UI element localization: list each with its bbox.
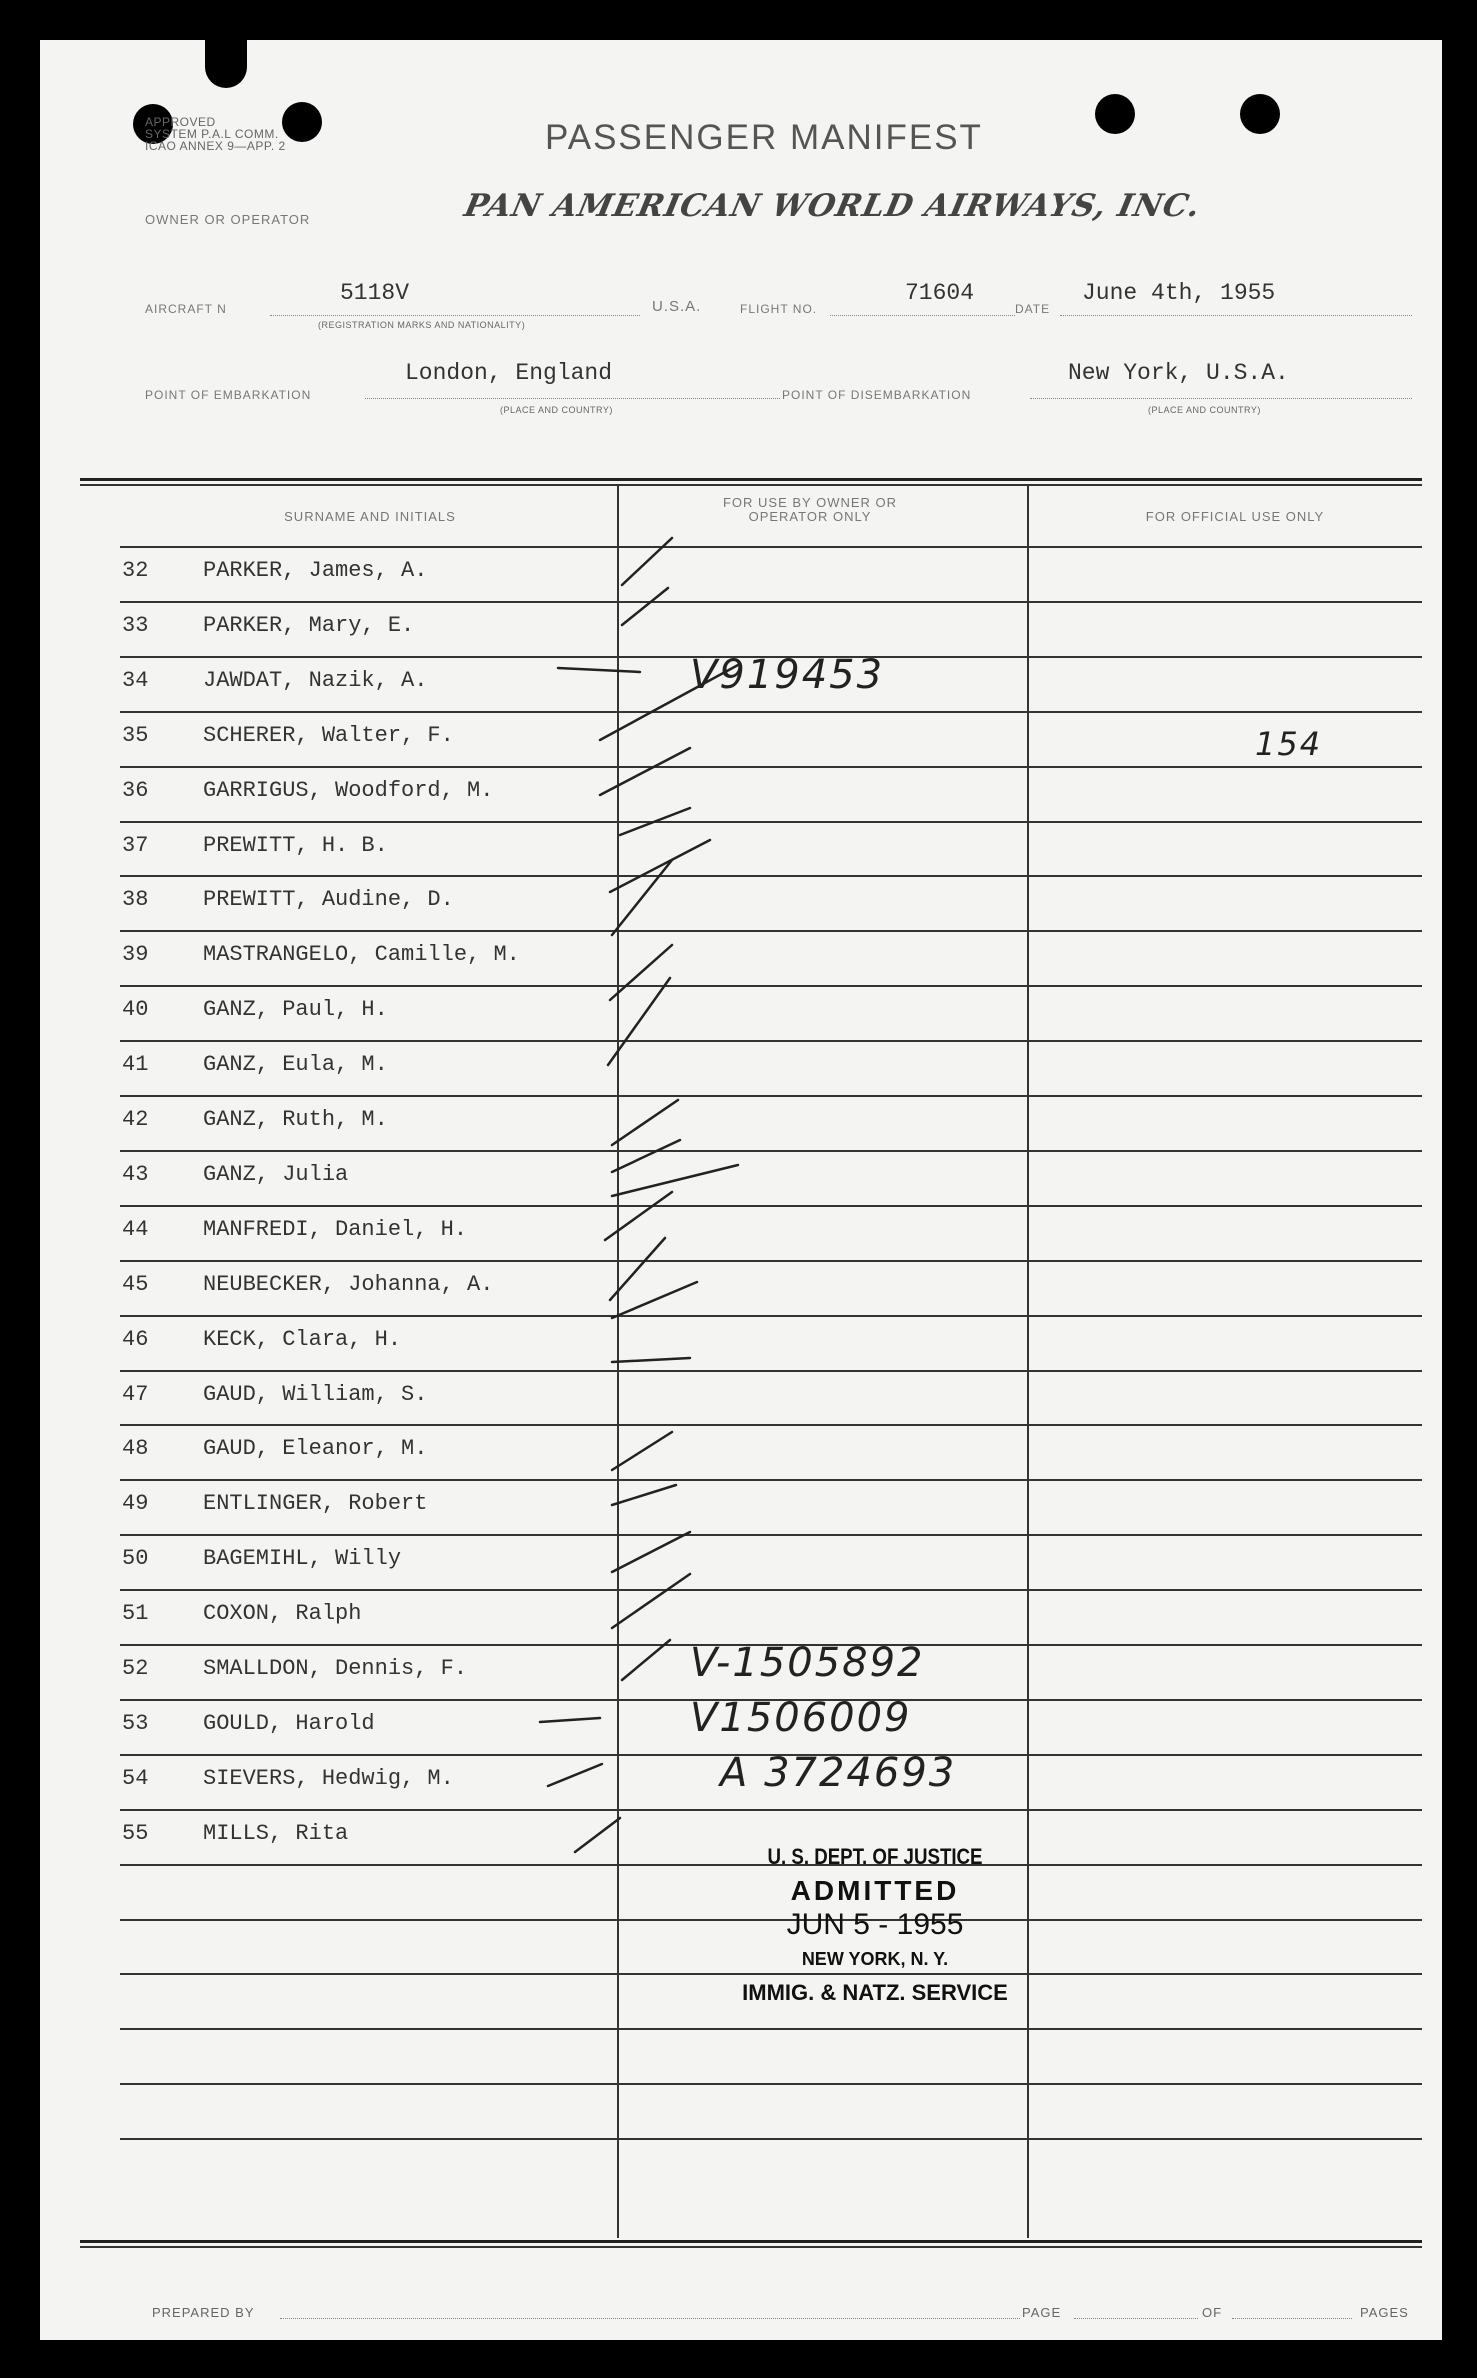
of-label: OF bbox=[1202, 2305, 1223, 2320]
tick-mark bbox=[612, 1532, 690, 1572]
passenger-name: ENTLINGER, Robert bbox=[203, 1491, 428, 1516]
official-note: 154 bbox=[1255, 725, 1323, 763]
tick-mark bbox=[610, 840, 710, 892]
passenger-number: 37 bbox=[122, 833, 149, 858]
passenger-name: PREWITT, Audine, D. bbox=[203, 887, 454, 912]
passenger-number: 51 bbox=[122, 1601, 149, 1626]
tick-mark bbox=[620, 808, 690, 835]
tick-mark bbox=[575, 1818, 620, 1852]
passenger-name: MASTRANGELO, Camille, M. bbox=[203, 942, 520, 967]
tick-mark bbox=[612, 1358, 690, 1362]
table-bottom-rule bbox=[80, 2246, 1422, 2248]
page-label: PAGE bbox=[1022, 2305, 1062, 2320]
passenger-number: 38 bbox=[122, 887, 149, 912]
passenger-number: 44 bbox=[122, 1217, 149, 1242]
passenger-name: GAUD, William, S. bbox=[203, 1382, 428, 1407]
passenger-number: 42 bbox=[122, 1107, 149, 1132]
passenger-name: GANZ, Julia bbox=[203, 1162, 349, 1187]
passenger-number: 36 bbox=[122, 778, 149, 803]
passenger-number: 33 bbox=[122, 613, 149, 638]
stamp-date: JUN 5 - 1955 bbox=[786, 1908, 964, 1941]
usa-label: U.S.A. bbox=[652, 298, 702, 315]
tick-mark bbox=[622, 538, 672, 585]
tick-mark bbox=[610, 1238, 665, 1300]
passenger-name: PARKER, James, A. bbox=[203, 558, 428, 583]
prepared-by-underline bbox=[280, 2318, 1020, 2319]
tick-mark bbox=[558, 668, 640, 672]
tick-mark bbox=[612, 860, 672, 935]
passenger-name: NEUBECKER, Johanna, A. bbox=[203, 1272, 494, 1297]
passenger-number: 32 bbox=[122, 558, 149, 583]
tick-mark bbox=[622, 588, 668, 625]
passenger-name: GARRIGUS, Woodford, M. bbox=[203, 778, 494, 803]
stamp-service: IMMIG. & NATZ. SERVICE bbox=[742, 1980, 1008, 2005]
of-underline bbox=[1232, 2318, 1352, 2319]
approval-notice: APPROVED SYSTEM P.A.L COMM. ICAO ANNEX 9—APP. 2 bbox=[145, 115, 286, 153]
page-title: PASSENGER MANIFEST bbox=[545, 118, 983, 157]
passenger-number: 40 bbox=[122, 997, 149, 1022]
page-underline bbox=[1074, 2318, 1198, 2319]
tick-mark bbox=[600, 748, 690, 795]
aircraft-sublabel: (REGISTRATION MARKS AND NATIONALITY) bbox=[318, 320, 526, 330]
disembarkation-place: New York, U.S.A. bbox=[1068, 360, 1289, 386]
stamp-admitted: ADMITTED bbox=[790, 1875, 960, 1906]
passenger-number: 45 bbox=[122, 1272, 149, 1297]
passenger-number: 34 bbox=[122, 668, 149, 693]
passenger-name: MILLS, Rita bbox=[203, 1821, 349, 1846]
tick-mark bbox=[548, 1764, 602, 1786]
date-label: DATE bbox=[1015, 302, 1051, 316]
tick-mark bbox=[622, 1640, 670, 1680]
column-header-official-use: FOR OFFICIAL USE ONLY bbox=[1145, 509, 1325, 524]
passenger-number: 55 bbox=[122, 1821, 149, 1846]
passenger-name: JAWDAT, Nazik, A. bbox=[203, 668, 428, 693]
owner-label: OWNER OR OPERATOR bbox=[145, 212, 311, 227]
tick-mark bbox=[610, 945, 672, 1000]
passport-number-note: V-1505892 bbox=[690, 1640, 925, 1686]
passport-number-note: V1506009 bbox=[690, 1695, 912, 1741]
embarkation-place: London, England bbox=[405, 360, 613, 386]
tick-mark bbox=[605, 1192, 672, 1240]
tick-mark bbox=[612, 1574, 690, 1628]
tick-mark bbox=[612, 1432, 672, 1470]
passenger-number: 43 bbox=[122, 1162, 149, 1187]
tick-mark bbox=[612, 1485, 676, 1505]
passenger-name: GANZ, Paul, H. bbox=[203, 997, 388, 1022]
passenger-number: 54 bbox=[122, 1766, 149, 1791]
table-bottom-rule bbox=[80, 2240, 1422, 2243]
pages-label: PAGES bbox=[1360, 2305, 1409, 2320]
passenger-name: SMALLDON, Dennis, F. bbox=[203, 1656, 468, 1681]
aircraft-label: AIRCRAFT N bbox=[145, 302, 227, 316]
aircraft-number: 5118V bbox=[340, 280, 410, 306]
passport-number-note: A 3724693 bbox=[720, 1750, 957, 1796]
prepared-by-label: PREPARED BY bbox=[152, 2305, 255, 2320]
tick-mark bbox=[608, 978, 670, 1065]
passport-number-note: V919453 bbox=[690, 652, 885, 698]
embarkation-sublabel: (PLACE AND COUNTRY) bbox=[500, 405, 613, 415]
stamp-city: NEW YORK, N. Y. bbox=[801, 1949, 949, 1969]
passenger-number: 48 bbox=[122, 1436, 149, 1461]
tick-mark bbox=[540, 1718, 600, 1722]
flight-number: 71604 bbox=[905, 280, 975, 306]
passenger-number: 39 bbox=[122, 942, 149, 967]
disembarkation-sublabel: (PLACE AND COUNTRY) bbox=[1148, 405, 1261, 415]
passenger-number: 47 bbox=[122, 1382, 149, 1407]
passenger-name: GOULD, Harold bbox=[203, 1711, 375, 1736]
tick-mark bbox=[600, 665, 738, 740]
passenger-number: 41 bbox=[122, 1052, 149, 1077]
column-header-surname: SURNAME AND INITIALS bbox=[284, 509, 456, 524]
tick-mark bbox=[612, 1140, 680, 1172]
disembarkation-label: POINT OF DISEMBARKATION bbox=[782, 388, 972, 402]
passenger-name: MANFREDI, Daniel, H. bbox=[203, 1217, 468, 1242]
passenger-number: 35 bbox=[122, 723, 149, 748]
tick-mark bbox=[612, 1165, 738, 1196]
passenger-name: KECK, Clara, H. bbox=[203, 1327, 402, 1352]
passenger-name: PARKER, Mary, E. bbox=[203, 613, 415, 638]
passenger-number: 49 bbox=[122, 1491, 149, 1516]
tick-mark bbox=[612, 1100, 678, 1145]
admission-stamp bbox=[690, 1840, 1060, 2010]
airline-name: PAN AMERICAN WORLD AIRWAYS, INC. bbox=[461, 188, 1204, 224]
passenger-number: 50 bbox=[122, 1546, 149, 1571]
flight-date: June 4th, 1955 bbox=[1082, 280, 1276, 306]
passenger-name: PREWITT, H. B. bbox=[203, 833, 388, 858]
stamp-dept: U. S. DEPT. OF JUSTICE bbox=[767, 1844, 983, 1869]
passenger-name: SCHERER, Walter, F. bbox=[203, 723, 454, 748]
passenger-number: 52 bbox=[122, 1656, 149, 1681]
passenger-name: GAUD, Eleanor, M. bbox=[203, 1436, 428, 1461]
passenger-name: SIEVERS, Hedwig, M. bbox=[203, 1766, 454, 1791]
passenger-name: COXON, Ralph bbox=[203, 1601, 362, 1626]
passenger-name: BAGEMIHL, Willy bbox=[203, 1546, 402, 1571]
embarkation-label: POINT OF EMBARKATION bbox=[145, 388, 312, 402]
flight-label: FLIGHT NO. bbox=[740, 302, 818, 316]
passenger-number: 46 bbox=[122, 1327, 149, 1352]
passenger-name: GANZ, Eula, M. bbox=[203, 1052, 388, 1077]
passenger-name: GANZ, Ruth, M. bbox=[203, 1107, 388, 1132]
tick-mark bbox=[612, 1282, 697, 1318]
passenger-number: 53 bbox=[122, 1711, 149, 1736]
column-header-owner-use: FOR USE BY OWNER OR OPERATOR ONLY bbox=[722, 495, 898, 524]
